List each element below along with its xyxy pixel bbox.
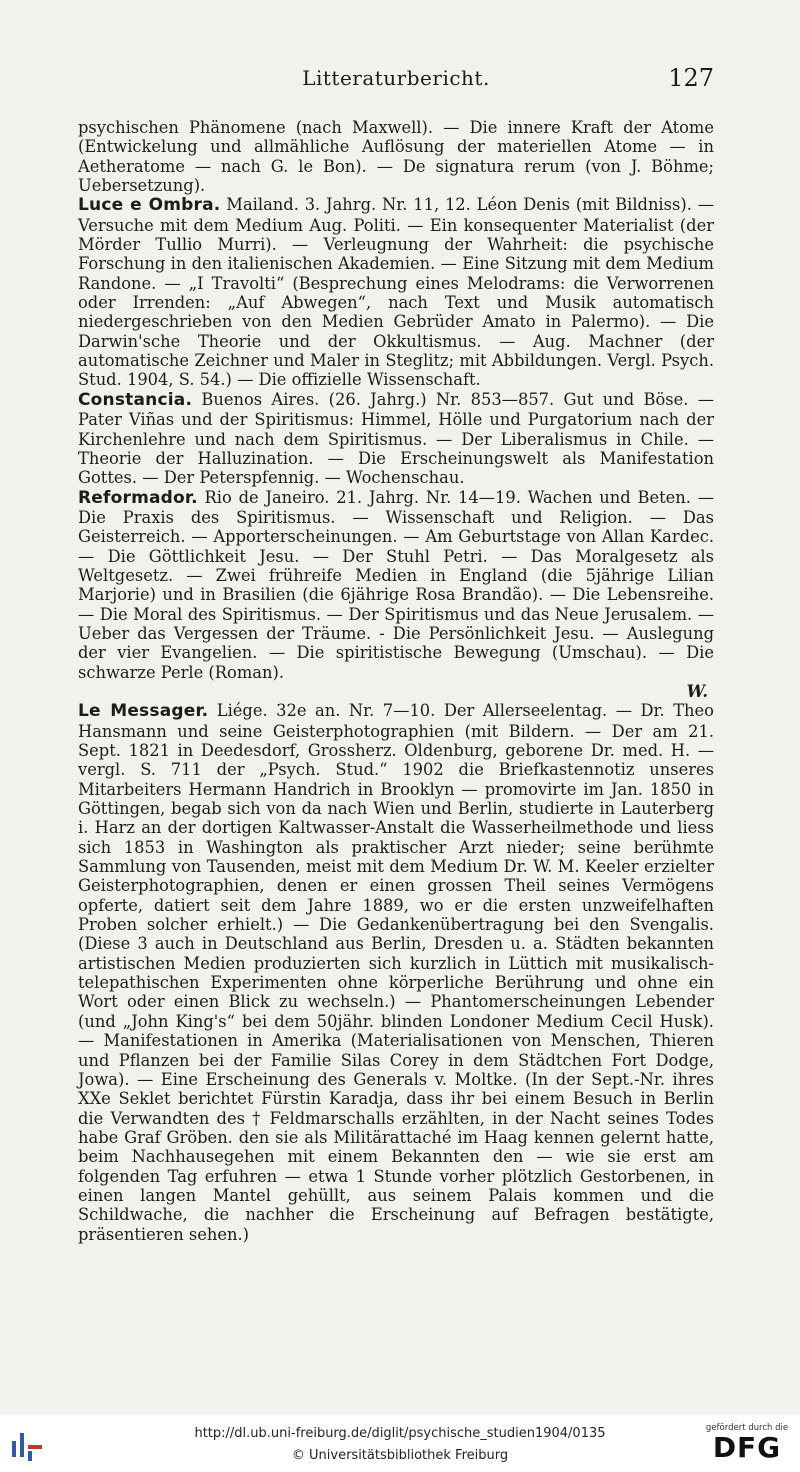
dfg-wordmark: DFG	[712, 1431, 782, 1464]
entry-keyword: Luce e Ombra.	[78, 195, 221, 216]
entry-keyword: Le Messager.	[78, 701, 209, 722]
footer-bar	[0, 1415, 800, 1472]
page-header	[78, 66, 714, 98]
entry-luce-e-ombra	[78, 195, 714, 389]
entry-le-messager	[78, 701, 714, 1244]
entry-constancia	[78, 390, 714, 488]
body-text	[78, 118, 714, 1244]
dfg-caption: gefördert durch die	[705, 1423, 789, 1433]
running-title: Litteraturbericht.	[302, 66, 490, 90]
paragraph-text: psychischen Phänomene (nach Maxwell). — Die innere Kraft der Atome (Entwickelung und allmähliche Auflösung der materiellen Atome — in Aetheratome — nach G. le Bon). — De signatura rerum (von J. Böhme; Uebersetzung).	[78, 118, 714, 196]
reviewer-signature: W.	[686, 681, 708, 701]
entry-keyword: Constancia.	[78, 389, 193, 410]
entry-keyword: Reformador.	[78, 487, 198, 508]
entry-reformador	[78, 488, 714, 702]
entry-text: Buenos Aires. (26. Jahrg.) Nr. 853—857. Gut und Böse. — Pater Viñas und der Spiritismus: Himmel, Hölle und Purgatorium nach der Kirchenlehre und nach dem Spiritismus. — Der Liberalismus in Chile. — Theorie der Halluzination. — Die Erscheinungswelt als Manifestation Gottes. — Der Peterspfennig. — Wochenschau.	[78, 389, 714, 488]
source-url-link[interactable]: http://dl.ub.uni-freiburg.de/diglit/psychische_studien1904/0135	[194, 1426, 606, 1441]
entry-text: Rio de Janeiro. 21. Jahrg. Nr. 14—19. Wachen und Beten. — Die Praxis des Spiritismus. — Wissenschaft und Religion. — Das Geisterreich. — Apporterscheinungen. — Am Geburtstage von Allan Kardec. — Die Göttlichkeit Jesu. — Der Stuhl Petri. — Das Moralgesetz als Weltgesetz. — Zwei frühreife Medien in England (die 5jährige Lilian Marjorie) und in Brasilien (die 6jährige Rosa Brandão). — Die Lebensreihe. — Die Moral des Spiritismus. — Der Spiritismus und das Neue Jerusalem. — Ueber das Vergessen der Träume. - Die Persönlichkeit Jesu. — Auslegung der vier Evangelien. — Die spiritistische Bewegung (Umschau). — Die schwarze Perle (Roman).	[78, 487, 714, 682]
dfg-logo	[704, 1423, 790, 1463]
paragraph-continuation	[78, 118, 714, 195]
entry-text: Mailand. 3. Jahrg. Nr. 11, 12. Léon Denis (mit Bildniss). — Versuche mit dem Medium Aug. Politi. — Ein konsequenter Materialist (der Mörder Tullio Murri). — Verleugnung der Wahrheit: die psychische Forschung in den italienischen Akademien. — Eine Sitzung mit dem Medium Randone. — „I Travolti“ (Besprechung eines Melodrams: die Verworrenen oder Irrenden: „Auf Abwegen“, nach Text und Musik automatisch niedergeschrieben von den Medien Gebrüder Amato in Palermo). — Die Darwin'sche Theorie und der Okkultismus. — Aug. Machner (der automatische Zeichner und Maler in Steglitz; mit Abbildungen. Vergl. Psych. Stud. 1904, S. 54.) — Die offizielle Wissenschaft.	[78, 195, 714, 390]
entry-text: Liége. 32e an. Nr. 7—10. Der Allerseelentag. — Dr. Theo Hansmann und seine Geisterphotographien (mit Bildern. — Der am 21. Sept. 1821 in Deedesdorf, Grossherz. Oldenburg, geborene Dr. med. H. — vergl. S. 711 der „Psych. Stud.“ 1902 die Briefkastennotiz unseres Mitarbeiters Hermann Handrich in Brooklyn — promovirte im Jan. 1850 in Göttingen, begab sich von da nach Wien und Berlin, studierte in Lauterberg i. Harz an der dortigen Kaltwasser-Anstalt die Wasserheilmethode und liess sich 1853 in Washington als praktischer Arzt nieder; seine berühmte Sammlung von Tausenden, meist mit dem Medium Dr. W. M. Keeler erzielter Geisterphotographien, denen er einen grossen Theil seines Vermögens opferte, datiert seit dem Jahre 1889, wo er die ersten unzweifelhaften Proben solcher erhielt.) — Die Gedankenübertragung bei den Svengalis. (Diese 3 auch in Deutschland aus Berlin, Dresden u. a. Städten bekannten artistischen Medien produzierten sich kurzlich in Lüttich mit musikalisch-telepathischen Experimenten ohne körperliche Berührung und ohne ein Wort oder einen Blick zu wechseln.) — Phantomerscheinungen Lebender (und „John King's“ bei dem 50jähr. blinden Londoner Medium Cecil Husk). — Manifestationen in Amerika (Materialisationen von Menschen, Thieren und Pflanzen bei der Familie Silas Corey in dem Städtchen Fort Dodge, Jowa). — Eine Erscheinung des Generals v. Moltke. (In der Sept.-Nr. ihres XXe Seklet berichtet Fürstin Karadja, dass ihr bei einem Besuch in Berlin die Verwandten des † Feldmarschalls erzählten, in der Nacht seines Todes habe Graf Gröben. den sie als Militärattaché im Haag kennen gelernt hatte, beim Nachhausegehen mit einem Bekannten den — wie sie erst am folgenden Tag erfuhren — etwa 1 Stunde vorher plötzlich Gestorbenen, in einen langen Mantel gehüllt, aus seinem Palais kommen und die Schildwache, die nachher die Erscheinung auf Befragen bestätigte, präsentieren sehen.)	[78, 701, 714, 1244]
page-number: 127	[668, 64, 714, 92]
copyright-text: © Universitätsbibliothek Freiburg	[291, 1448, 509, 1463]
